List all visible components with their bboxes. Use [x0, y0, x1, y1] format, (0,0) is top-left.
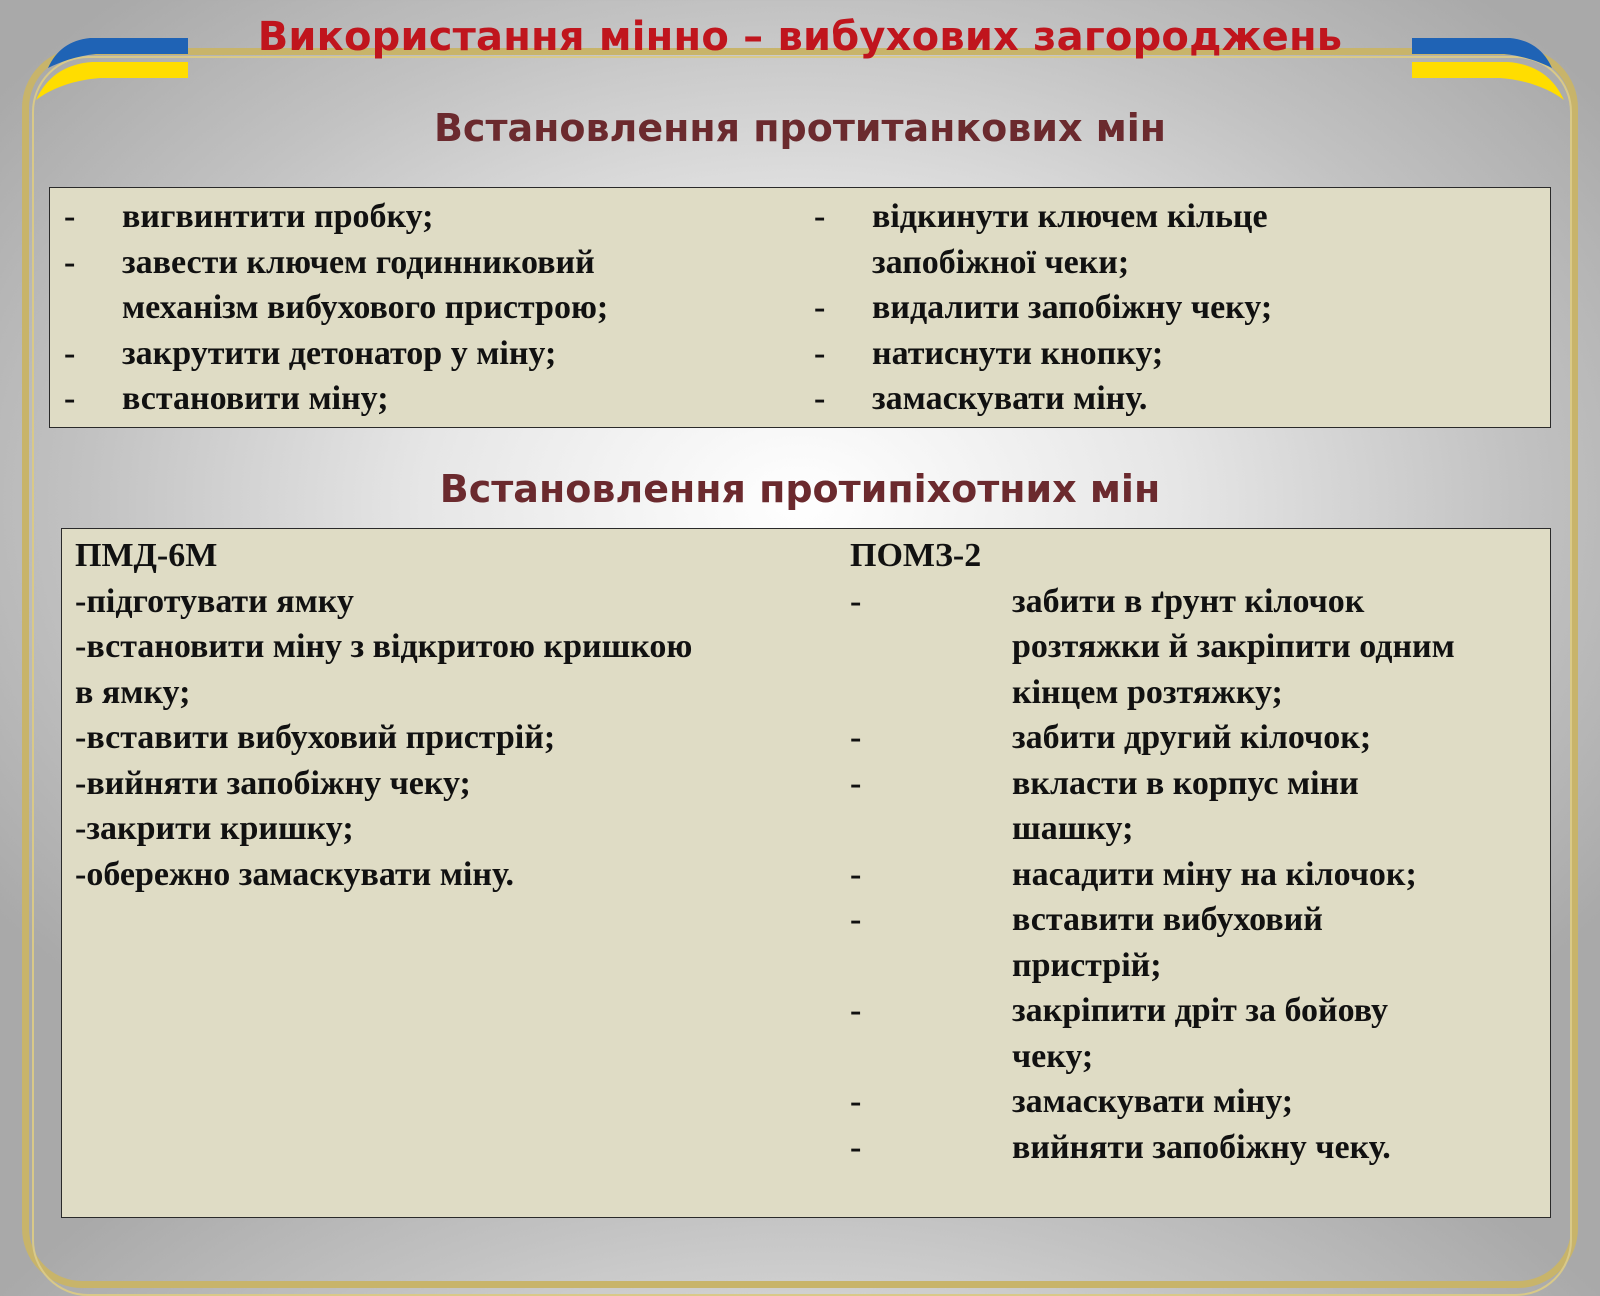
- anti-tank-step-item: [64, 376, 794, 422]
- list-dash-marker: -: [850, 764, 862, 802]
- pmd-6m-step-line: -закрити кришку;: [75, 810, 354, 847]
- anti-tank-step-item-text: вигвинтити пробку;: [122, 198, 434, 235]
- pmd-6m-step-line: -підготувати ямку: [75, 582, 354, 620]
- anti-tank-steps-right-column: [814, 194, 1534, 422]
- list-dash-marker: -: [64, 380, 76, 417]
- anti-tank-step-item-text: відкинути ключем кільце: [872, 198, 1268, 235]
- anti-tank-steps-left-column: [64, 194, 794, 422]
- anti-tank-step-item: [814, 331, 1534, 377]
- list-dash-marker: -: [64, 198, 76, 235]
- pmd-6m-steps: [75, 579, 815, 898]
- pomz-2-title: ПОМЗ-2: [850, 537, 982, 574]
- pomz-2-step-item: [850, 988, 1540, 1079]
- list-dash-marker: -: [850, 1083, 862, 1120]
- pomz-2-step-item-text: вставити вибуховий: [1012, 901, 1323, 938]
- anti-tank-step-item-text: замаскувати міну.: [872, 380, 1148, 417]
- anti-tank-step-item-text: завести ключем годинниковий: [122, 243, 595, 281]
- pomz-2-step-item: [850, 897, 1540, 988]
- pmd-6m-step-line: в ямку;: [75, 673, 191, 711]
- pmd-6m-step-line: -вийняти запобіжну чеку;: [75, 764, 471, 802]
- pomz-2-step-item-text: кінцем розтяжку;: [1012, 673, 1283, 711]
- anti-tank-step-item-text: встановити міну;: [122, 380, 389, 417]
- pomz-2-step-item-text: закріпити дріт за бойову: [1012, 992, 1388, 1029]
- list-dash-marker: -: [814, 380, 826, 417]
- list-dash-marker: -: [850, 582, 862, 620]
- anti-tank-step-item: [64, 194, 794, 240]
- anti-tank-step-item-text: видалити запобіжну чеку;: [872, 289, 1273, 326]
- pomz-2-step-item-text: шашку;: [1012, 810, 1134, 847]
- list-dash-marker: -: [814, 289, 826, 326]
- pomz-2-step-item: [850, 1079, 1540, 1125]
- pomz-2-step-item-text: чеку;: [1012, 1037, 1094, 1075]
- anti-tank-step-item-text: механізм вибухового пристрою;: [122, 289, 609, 326]
- pmd-6m-step-line: -обережно замаскувати міну.: [75, 855, 515, 893]
- pomz-2-column: [850, 533, 1540, 1170]
- anti-tank-step-item: [814, 194, 1534, 285]
- anti-tank-heading: Встановлення протитанкових мін: [433, 106, 1167, 150]
- pmd-6m-step-line: -встановити міну з відкритою кришкою: [75, 628, 693, 665]
- pomz-2-step-item-text: забити другий кілочок;: [1012, 719, 1372, 756]
- pomz-2-step-item-text: вкласти в корпус міни: [1012, 764, 1359, 802]
- pomz-2-step-item: [850, 1125, 1540, 1171]
- pomz-2-step-item-text: забити в ґрунт кілочок: [1012, 582, 1365, 620]
- pomz-2-step-item: [850, 852, 1540, 898]
- anti-tank-step-item-text: закрутити детонатор у міну;: [122, 334, 557, 372]
- list-dash-marker: -: [64, 334, 76, 372]
- pmd-6m-column: [75, 533, 815, 897]
- list-dash-marker: -: [814, 334, 826, 372]
- anti-tank-step-item-text: запобіжної чеки;: [872, 243, 1130, 281]
- pomz-2-step-item: [850, 761, 1540, 852]
- pomz-2-step-item-text: насадити міну на кілочок;: [1012, 855, 1417, 893]
- pomz-2-step-item: [850, 579, 1540, 716]
- pmd-6m-title: ПМД-6М: [75, 537, 218, 574]
- list-dash-marker: -: [850, 1128, 862, 1166]
- pmd-6m-step-line: -вставити вибуховий пристрій;: [75, 719, 556, 756]
- list-dash-marker: -: [814, 198, 826, 235]
- slide-title: Використання мінно – вибухових загороджень: [257, 14, 1343, 60]
- anti-personnel-heading: Встановлення протипіхотних мін: [439, 467, 1161, 511]
- pomz-2-steps: [850, 579, 1540, 1171]
- anti-tank-steps-box: [49, 187, 1551, 428]
- anti-tank-step-item: [64, 240, 794, 331]
- pomz-2-step-item: [850, 715, 1540, 761]
- anti-tank-step-item: [64, 331, 794, 377]
- anti-personnel-steps-box: [61, 528, 1551, 1218]
- list-dash-marker: -: [64, 243, 76, 281]
- anti-tank-step-item: [814, 285, 1534, 331]
- pomz-2-step-item-text: пристрій;: [1012, 946, 1162, 984]
- anti-tank-step-item: [814, 376, 1534, 422]
- pomz-2-step-item-text: розтяжки й закріпити одним: [1012, 628, 1455, 665]
- list-dash-marker: -: [850, 901, 862, 938]
- anti-tank-step-item-text: натиснути кнопку;: [872, 334, 1164, 372]
- list-dash-marker: -: [850, 992, 862, 1029]
- list-dash-marker: -: [850, 719, 862, 756]
- pomz-2-step-item-text: замаскувати міну;: [1012, 1083, 1294, 1120]
- list-dash-marker: -: [850, 855, 862, 893]
- pomz-2-step-item-text: вийняти запобіжну чеку.: [1012, 1128, 1391, 1166]
